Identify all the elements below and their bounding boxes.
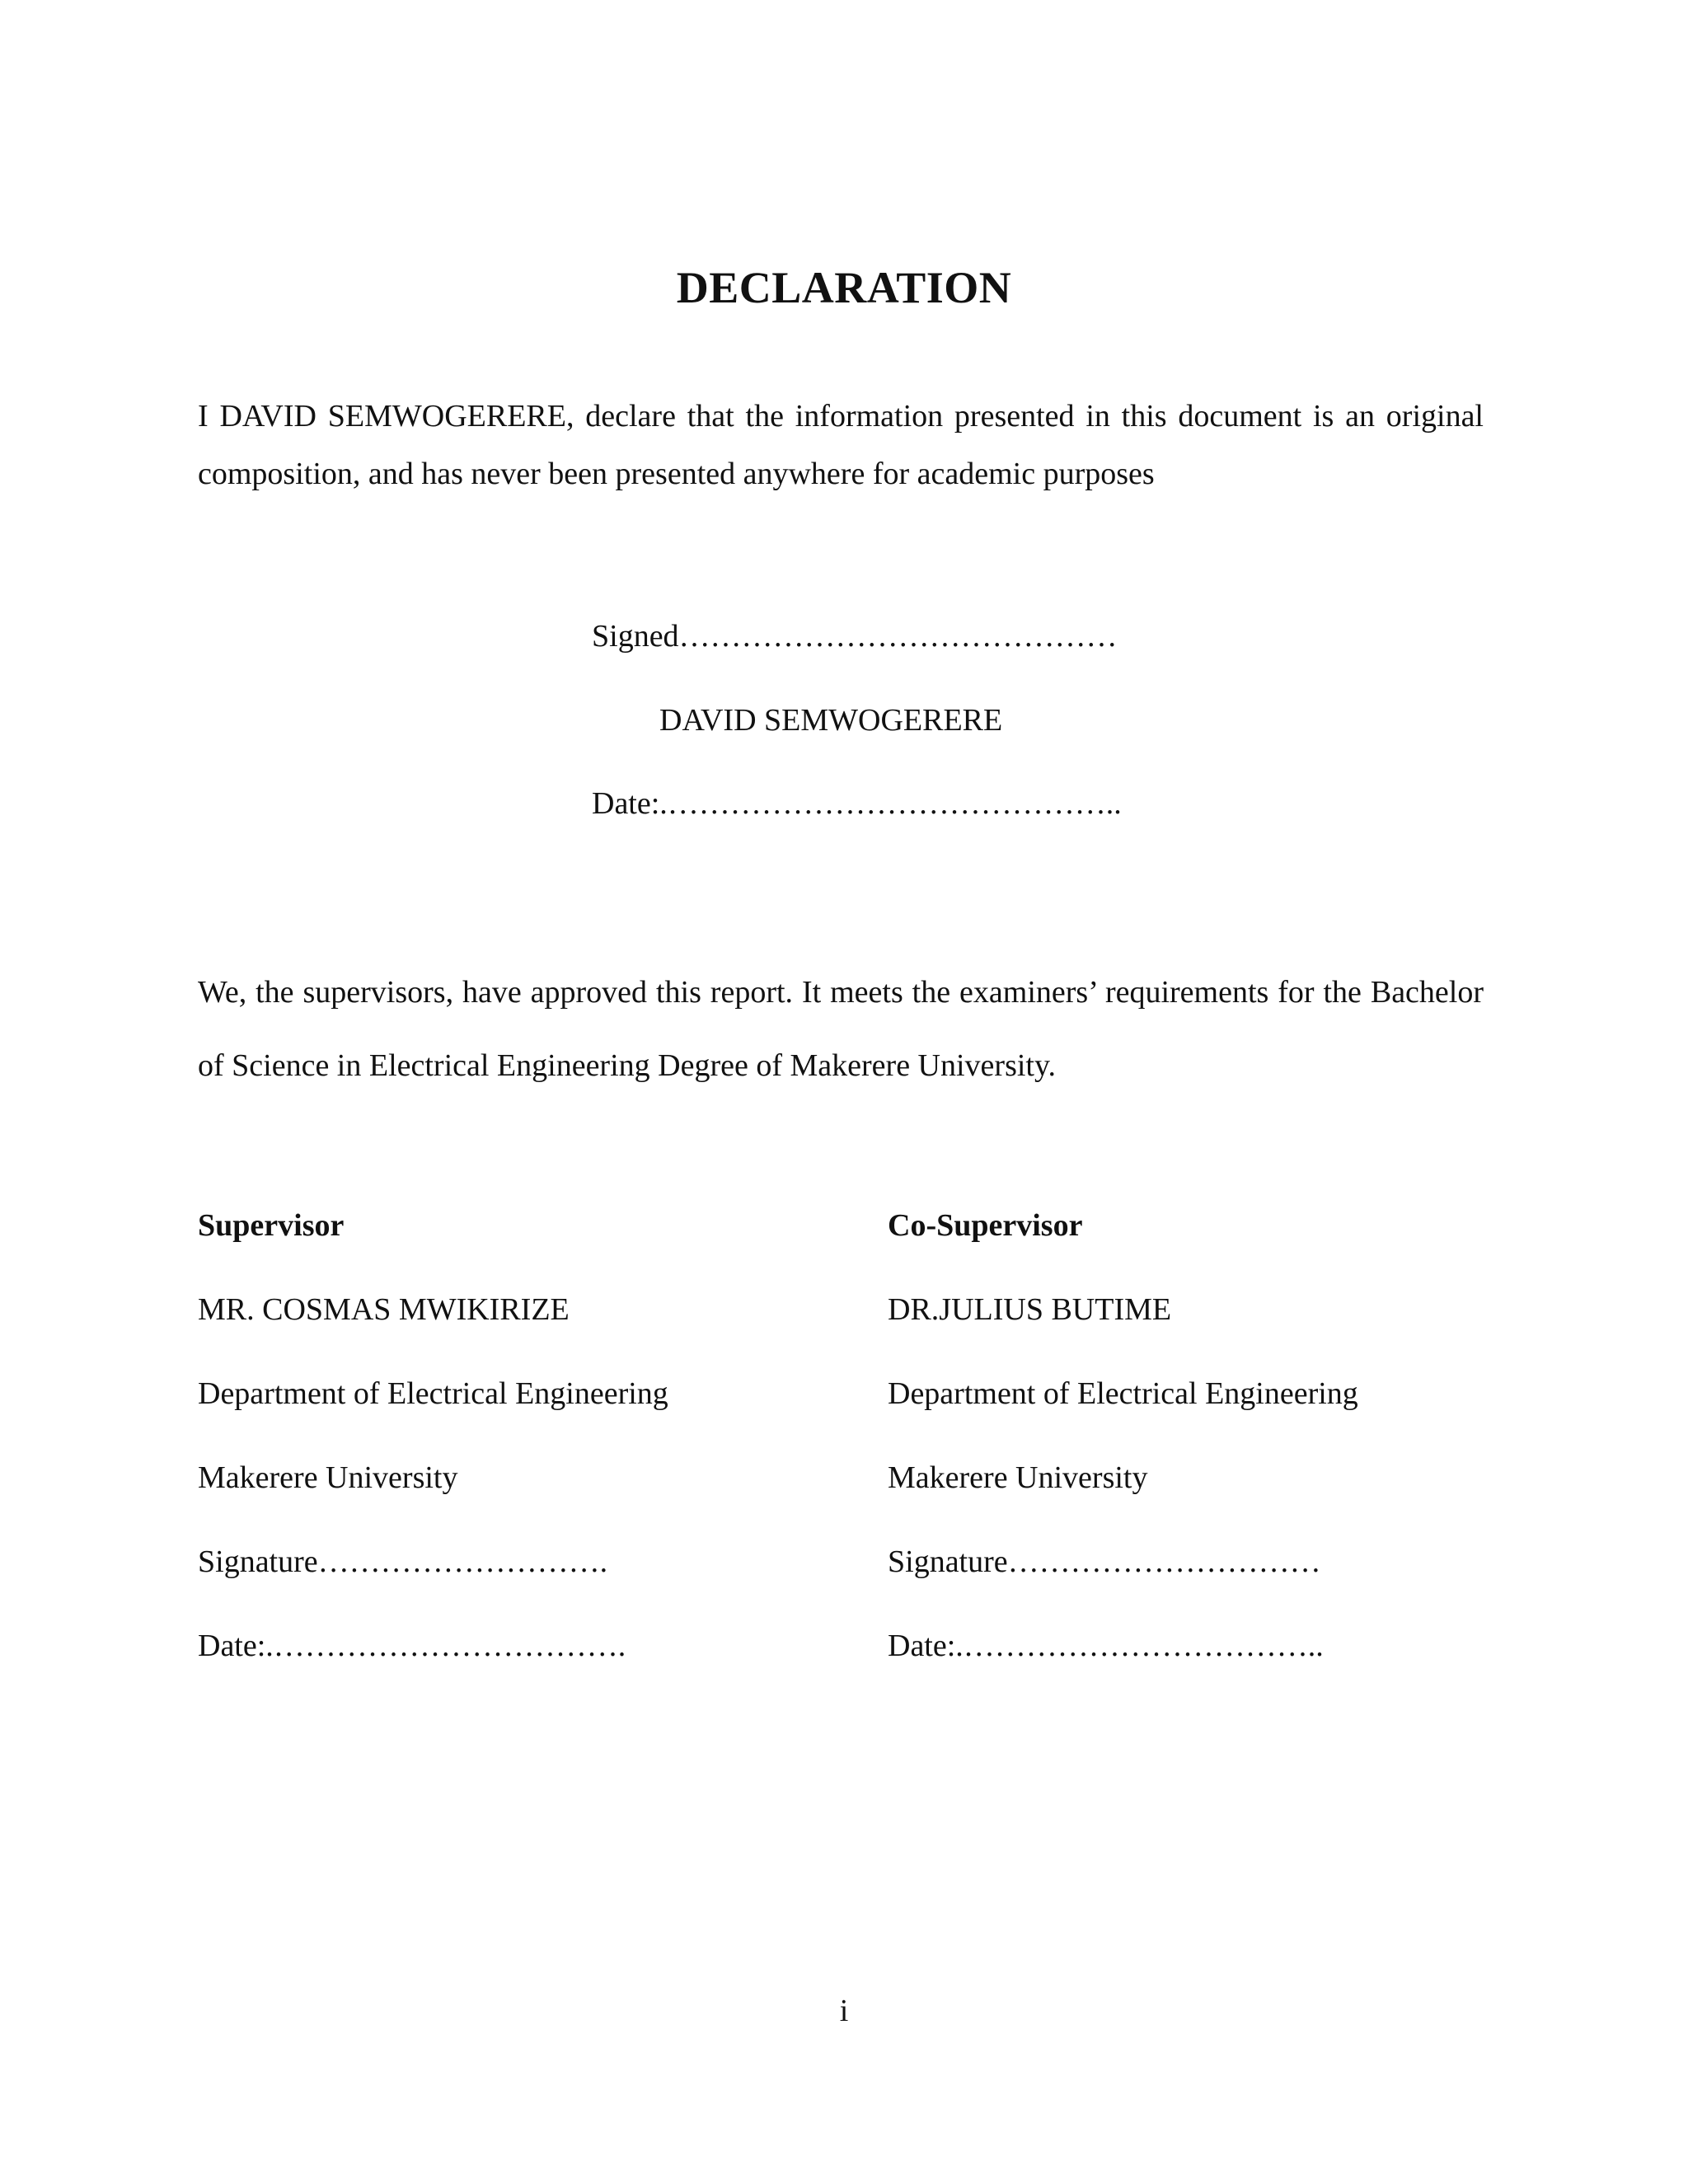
co-supervisor-department: Department of Electrical Engineering [888, 1376, 1358, 1411]
supervisor-name: MR. COSMAS MWIKIRIZE [198, 1292, 570, 1327]
student-signature-line: Signed…………………………………… [592, 619, 1118, 654]
co-supervisor-name: DR.JULIUS BUTIME [888, 1292, 1172, 1327]
supervisor-date-line: Date:.……………………………. [198, 1629, 626, 1663]
co-supervisor-date-line: Date:.…………………………….. [888, 1629, 1324, 1663]
supervisor-signature-line: Signature………………………. [198, 1544, 608, 1579]
co-supervisor-block [888, 1207, 1358, 1712]
co-supervisor-institution: Makerere University [888, 1460, 1148, 1495]
declaration-paragraph: I DAVID SEMWOGERERE, declare that the information presented in this document is an original composition, and has never been presented anywhere for academic purposes [198, 399, 1484, 491]
student-date-line: Date:.…………………………………….. [592, 786, 1122, 821]
co-supervisor-signature-line: Signature………………………… [888, 1544, 1321, 1579]
page-title: DECLARATION [676, 263, 1012, 312]
supervisor-department: Department of Electrical Engineering [198, 1376, 668, 1411]
student-name: DAVID SEMWOGERERE [659, 703, 1003, 738]
supervisor-heading: Supervisor [198, 1208, 345, 1243]
supervisor-block [198, 1207, 668, 1712]
page-number: i [839, 1994, 849, 2028]
co-supervisor-heading: Co-Supervisor [888, 1208, 1083, 1243]
supervisor-institution: Makerere University [198, 1460, 458, 1495]
approval-paragraph: We, the supervisors, have approved this report. It meets the examiners’ requirements for the Bachelor of Science in Electrical Engineering Degree of Makerere University. [198, 975, 1484, 1083]
